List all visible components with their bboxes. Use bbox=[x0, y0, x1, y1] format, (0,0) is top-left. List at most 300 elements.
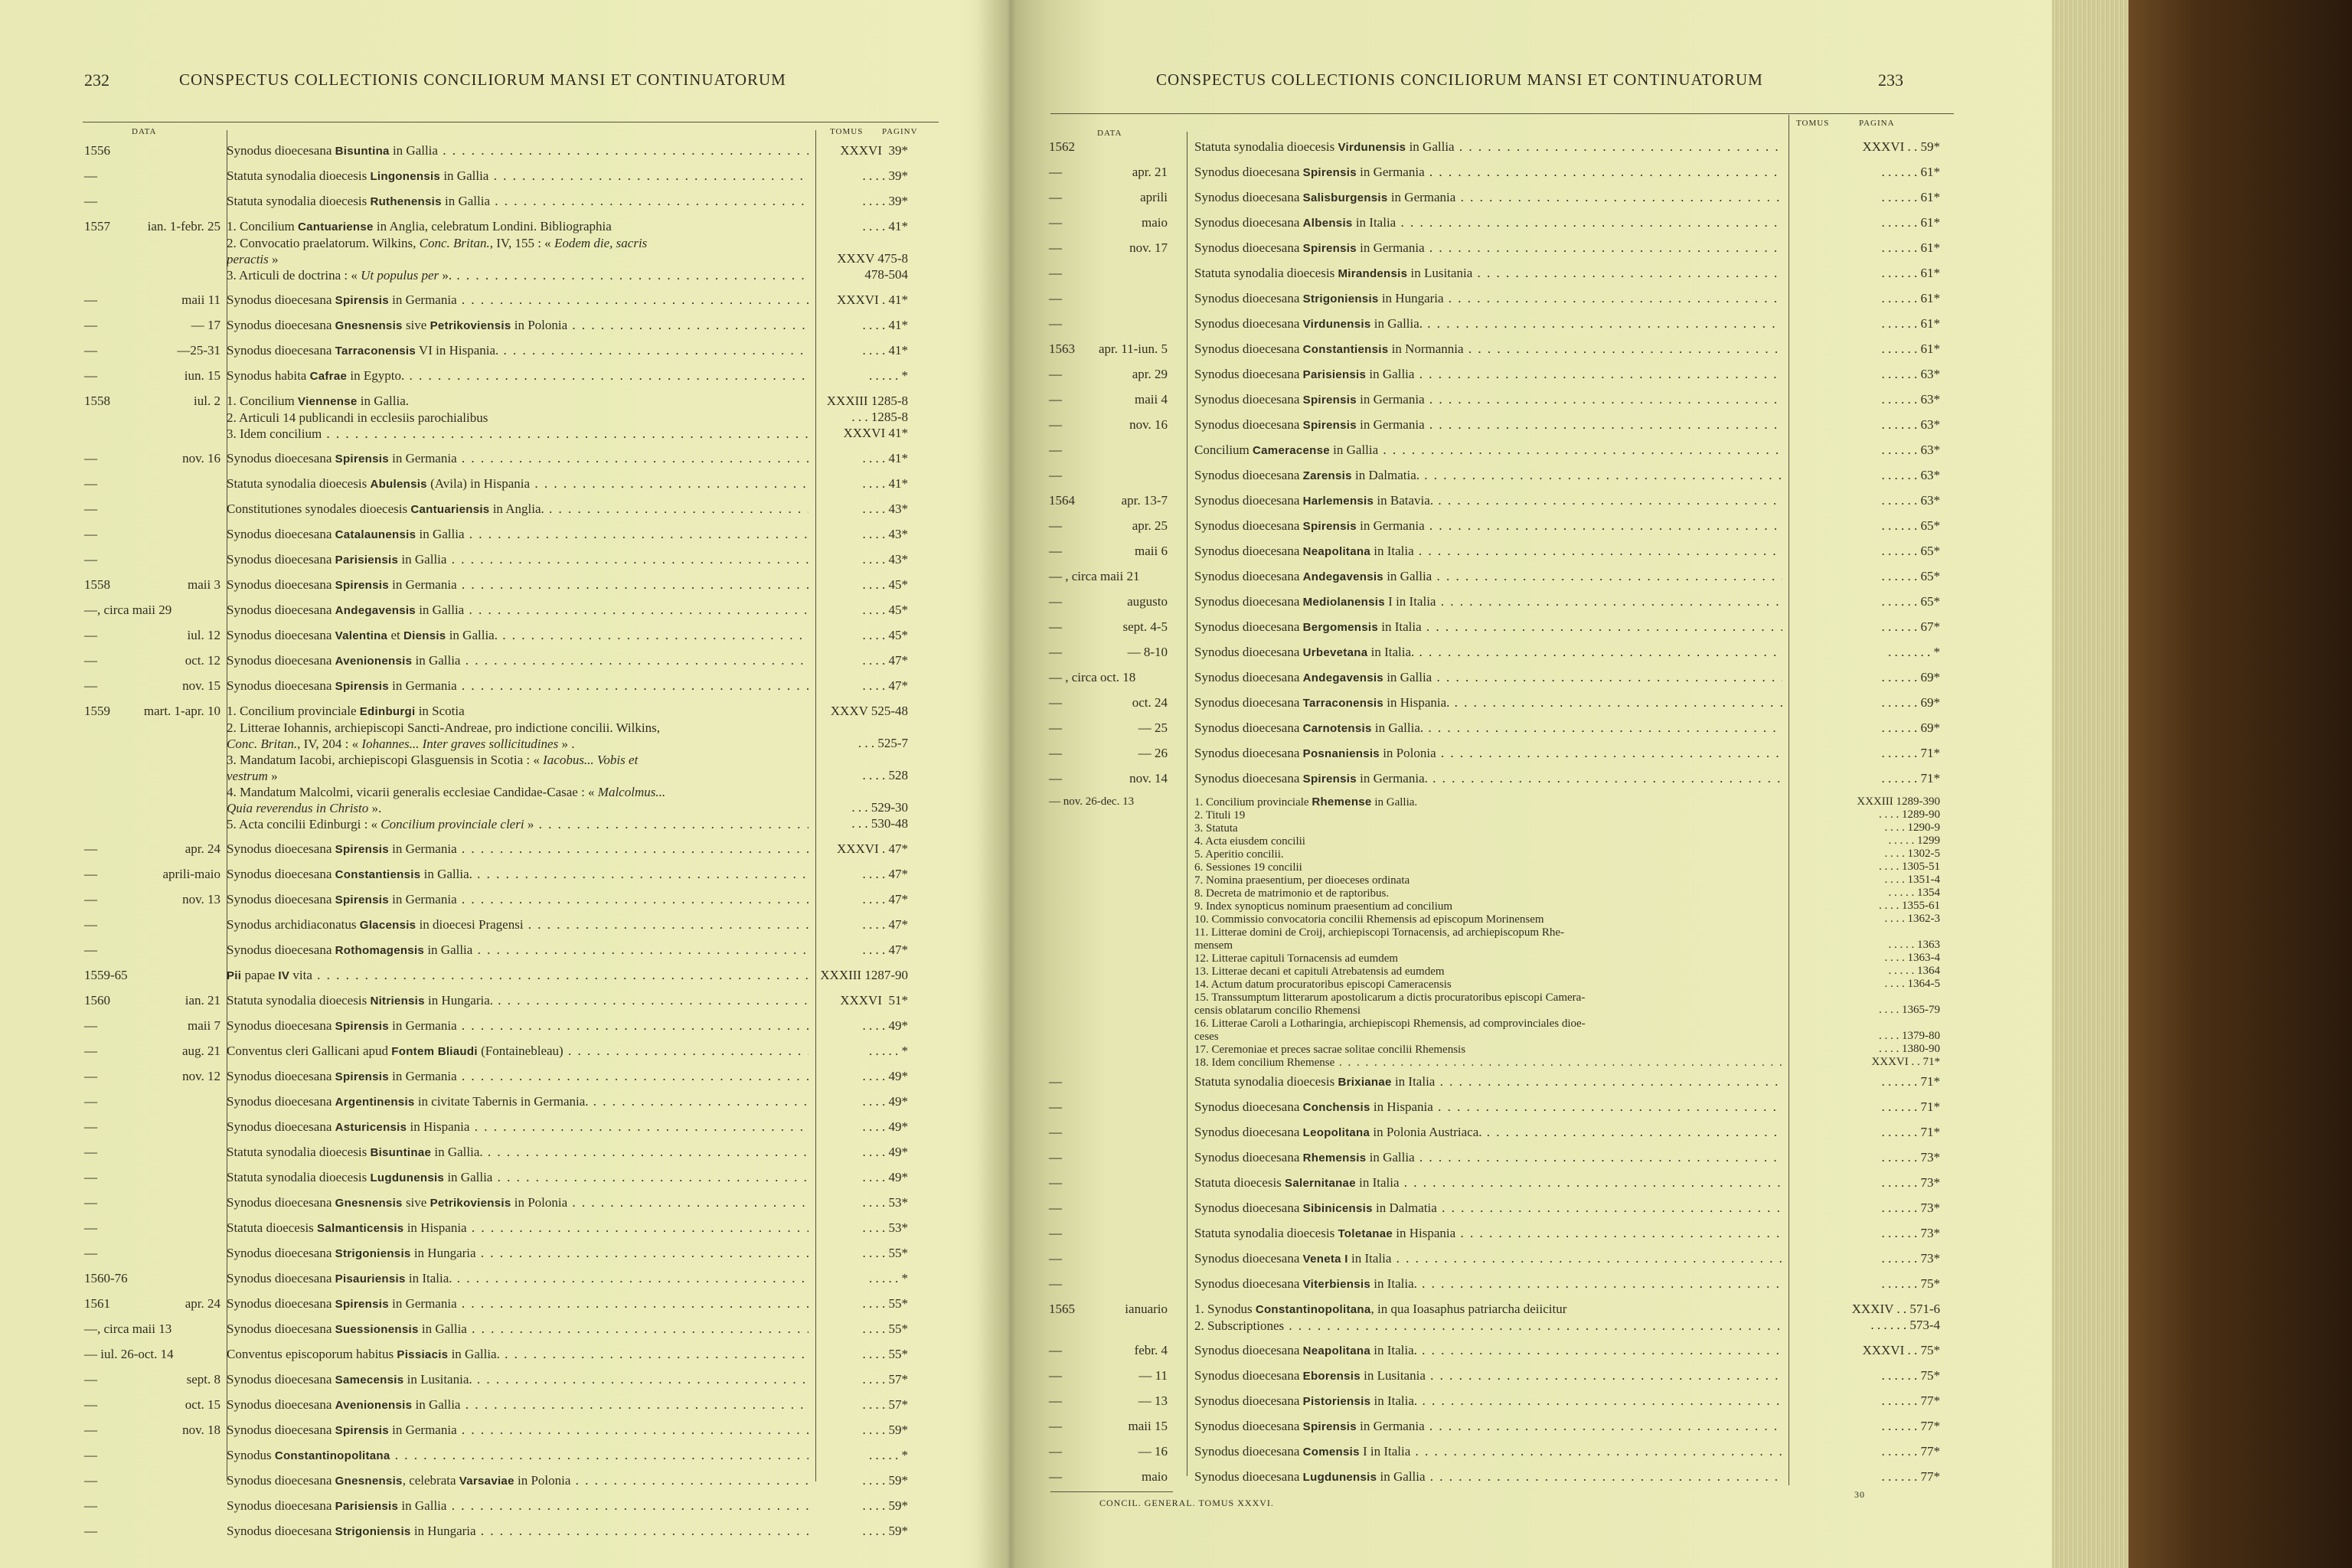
entry-date: maio bbox=[1142, 215, 1168, 230]
entry-row bbox=[1049, 442, 1968, 467]
entry-year: — bbox=[84, 1448, 97, 1462]
entry-reference: . . . . 45* bbox=[862, 577, 908, 592]
entry-year: 1559-65 bbox=[84, 968, 128, 982]
entry-text: Synodus dioecesana Gnesnensis sive Petrikoviensis in Polonia . . . bbox=[227, 317, 808, 334]
entry-row bbox=[1049, 669, 1968, 694]
entry-year: — bbox=[84, 318, 97, 332]
entry-year: — bbox=[1049, 1074, 1062, 1089]
entry-reference: . . . . . . 73* bbox=[1881, 1175, 1940, 1190]
entry-text: Statuta synodalia dioecesis Lingonensis in Gallia . . . bbox=[227, 168, 808, 185]
entry-year: — iul. 26-oct. 14 bbox=[84, 1347, 174, 1361]
entry-date: maio bbox=[1142, 1469, 1168, 1484]
column-header-pagina: PAGINA bbox=[1859, 119, 1895, 128]
entry-date: maii 3 bbox=[188, 577, 220, 592]
entry-reference: XXXIII 1289-390 . . . . 1289-90 . . . . 1290-9 . . . . . 1299 . . . . 1302-5 . . . . 1305-51 . . . . 1351-4 . . . . . 1354 . . . . 1355-61 . . . . 1362-3 . . . . . 1363 . . . . 1363-4 . . . . . 1364 . . . . 1364-5 . . . . 1365-79 . . . . 1379-80 . . . . 1380-90 XXXVI . . 71* bbox=[1857, 795, 1940, 1068]
column-header-tomus: TOMUS bbox=[1796, 119, 1830, 128]
entry-date: mart. 1-apr. 10 bbox=[143, 704, 220, 718]
entry-text: 1. Concilium Cantuariense in Anglia, celebratum Londini. Bibliographia 2. Convocatio praelatorum. Wilkins, Conc. Britan., IV, 155 : « Eodem die, sacris peractis » 3. Articuli de doctrina : « Ut populus per ». . . . bbox=[227, 218, 808, 283]
entry-reference: XXXVI . 47* bbox=[836, 841, 908, 856]
entry-date: iul. 2 bbox=[194, 394, 220, 408]
entry-year: — bbox=[1049, 291, 1062, 305]
entry-reference: . . . . . . 71* bbox=[1881, 1099, 1940, 1114]
column-header-pagina: PAGINV bbox=[882, 127, 918, 136]
entry-reference: . . . . . . 63* bbox=[1881, 417, 1940, 432]
entry-reference: . . . . 47* bbox=[862, 892, 908, 906]
entry-row bbox=[84, 602, 942, 627]
entry-date: nov. 15 bbox=[182, 678, 220, 693]
entry-row bbox=[84, 1093, 942, 1119]
entry-row bbox=[1049, 290, 1968, 315]
entry-row bbox=[84, 1472, 942, 1498]
entry-text: Synodus dioecesana Salisburgensis in Germania . . . bbox=[1194, 189, 1782, 206]
left-page bbox=[0, 0, 995, 1568]
entry-row bbox=[1049, 391, 1968, 416]
entry-date: apr. 25 bbox=[1132, 518, 1168, 533]
entry-list bbox=[84, 142, 942, 1548]
entry-row bbox=[1049, 1276, 1968, 1301]
entry-row bbox=[84, 1194, 942, 1220]
entry-year: 1558 bbox=[84, 577, 110, 592]
entry-year: — bbox=[84, 343, 97, 358]
entry-date: apr. 24 bbox=[185, 1296, 220, 1311]
entry-row bbox=[84, 317, 942, 342]
entry-year: 1559 bbox=[84, 704, 110, 718]
entry-reference: . . . . 41* bbox=[862, 318, 908, 332]
entry-reference: . . . . 55* bbox=[862, 1347, 908, 1361]
entry-year: — bbox=[1049, 215, 1062, 230]
entry-row bbox=[84, 916, 942, 942]
entry-text: Synodus dioecesana Avenionensis in Gallia . . . bbox=[227, 652, 808, 669]
entry-date: apr. 11-iun. 5 bbox=[1098, 341, 1168, 356]
entry-row bbox=[1049, 593, 1968, 619]
entry-row bbox=[1049, 467, 1968, 492]
entry-text: Synodus dioecesana Neapolitana in Italia . . . bbox=[1194, 543, 1782, 560]
entry-reference: . . . . 45* bbox=[862, 628, 908, 642]
entry-year: 1557 bbox=[84, 219, 110, 234]
entry-reference: . . . . . . 61* bbox=[1881, 215, 1940, 230]
entry-row bbox=[84, 501, 942, 526]
entry-row bbox=[1049, 416, 1968, 442]
entry-reference: . . . . . . 63* bbox=[1881, 367, 1940, 381]
entry-text: Concilium Cameracense in Gallia . . . bbox=[1194, 442, 1782, 459]
entry-text: Synodus dioecesana Spirensis in Germania . . . bbox=[227, 1295, 808, 1312]
entry-date: oct. 15 bbox=[185, 1397, 220, 1412]
entry-date: — 17 bbox=[191, 318, 220, 332]
entry-row bbox=[84, 218, 942, 292]
entry-year: — bbox=[1049, 619, 1062, 634]
entry-year: — bbox=[1049, 1343, 1062, 1357]
entry-text: Synodus dioecesana Valentina et Diensis in Gallia. . . . bbox=[227, 627, 808, 644]
entry-text: Synodus dioecesana Bergomensis in Italia . . . bbox=[1194, 619, 1782, 635]
entry-text: Synodus dioecesana Parisiensis in Gallia . . . bbox=[227, 551, 808, 568]
entry-row bbox=[1049, 366, 1968, 391]
entry-text: Synodus archidiaconatus Glacensis in dioecesi Pragensi . . . bbox=[227, 916, 808, 933]
entry-reference: . . . . . . 63* bbox=[1881, 493, 1940, 508]
entry-text: Synodus dioecesana Argentinensis in civitate Tabernis in Germania. . . . bbox=[227, 1093, 808, 1110]
entry-text: Synodus dioecesana Spirensis in Germania . . . bbox=[227, 292, 808, 309]
entry-year: — bbox=[1049, 771, 1062, 786]
entry-year: — bbox=[84, 368, 97, 383]
entry-reference: . . . . 43* bbox=[862, 527, 908, 541]
entry-text: Synodus dioecesana Andegavensis in Gallia . . . bbox=[227, 602, 808, 619]
entry-date: apr. 13-7 bbox=[1121, 493, 1168, 508]
entry-reference: . . . . . . 63* bbox=[1881, 443, 1940, 457]
entry-year: 1560-76 bbox=[84, 1271, 128, 1285]
entry-row bbox=[1049, 1393, 1968, 1418]
entry-row bbox=[1049, 518, 1968, 543]
entry-reference: . . . . . . 61* bbox=[1881, 165, 1940, 179]
entry-text: Statuta synodalia dioecesis Abulensis (Avila) in Hispania . . . bbox=[227, 475, 808, 492]
entry-text: Synodus dioecesana Albensis in Italia . . . bbox=[1194, 214, 1782, 231]
entry-row bbox=[1049, 644, 1968, 669]
entry-row bbox=[1049, 694, 1968, 720]
entry-year: — bbox=[84, 552, 97, 567]
entry-reference: . . . . 41* bbox=[862, 343, 908, 358]
entry-text: Synodus dioecesana Rothomagensis in Gallia . . . bbox=[227, 942, 808, 959]
entry-text: Synodus dioecesana Bisuntina in Gallia . . . bbox=[227, 142, 808, 159]
entry-row bbox=[1049, 568, 1968, 593]
entry-year: — bbox=[84, 194, 97, 208]
entry-year: — bbox=[84, 653, 97, 668]
entry-reference: . . . . 45* bbox=[862, 603, 908, 617]
entry-row bbox=[1049, 139, 1968, 164]
entry-reference: . . . . 53* bbox=[862, 1220, 908, 1235]
entry-year: 1556 bbox=[84, 143, 110, 158]
entry-reference: . . . . . . 71* bbox=[1881, 746, 1940, 760]
entry-reference: . . . . . . 65* bbox=[1881, 518, 1940, 533]
entry-text: Synodus dioecesana Mediolanensis I in Italia . . . bbox=[1194, 593, 1782, 610]
entry-row bbox=[1049, 770, 1968, 795]
entry-text: Synodus dioecesana Andegavensis in Gallia . . . bbox=[1194, 669, 1782, 686]
entry-row bbox=[1049, 164, 1968, 189]
footer-rule bbox=[1050, 1491, 1173, 1492]
entry-year: 1561 bbox=[84, 1296, 110, 1311]
entry-row bbox=[1049, 341, 1968, 366]
entry-date: maii 4 bbox=[1135, 392, 1168, 407]
entry-row bbox=[84, 193, 942, 218]
entry-text: Synodus dioecesana Spirensis in Germania . . . bbox=[1194, 164, 1782, 181]
entry-year: — bbox=[1049, 266, 1062, 280]
entry-date: nov. 12 bbox=[182, 1069, 220, 1083]
entry-row bbox=[1049, 720, 1968, 745]
entry-row bbox=[84, 526, 942, 551]
entry-text: Conventus episcoporum habitus Pissiacis in Gallia. . . . bbox=[227, 1346, 808, 1363]
entry-reference: XXXV 525-48 . . . 525-7 . . . . 528 . . . 529-30 . . . 530-48 bbox=[830, 704, 908, 831]
entry-reference: XXXVI . . 75* bbox=[1862, 1343, 1940, 1357]
entry-year: — bbox=[84, 1372, 97, 1387]
entry-row bbox=[84, 1396, 942, 1422]
entry-row bbox=[84, 450, 942, 475]
entry-row bbox=[84, 551, 942, 577]
entry-row bbox=[84, 891, 942, 916]
entry-year: — bbox=[1049, 316, 1062, 331]
entry-text: Synodus dioecesana Urbevetana in Italia. . . . bbox=[1194, 644, 1782, 661]
entry-text: Statuta synodalia dioecesis Brixianae in Italia . . . bbox=[1194, 1073, 1782, 1090]
entry-reference: . . . . . . 69* bbox=[1881, 695, 1940, 710]
entry-row bbox=[1049, 543, 1968, 568]
entry-date: nov. 14 bbox=[1129, 771, 1168, 786]
entry-row bbox=[84, 1346, 942, 1371]
entry-year: — bbox=[84, 1069, 97, 1083]
entry-year: — bbox=[1049, 367, 1062, 381]
entry-year: — bbox=[1049, 1125, 1062, 1139]
entry-text: Constitutiones synodales dioecesis Cantuariensis in Anglia. . . . bbox=[227, 501, 808, 518]
entry-row bbox=[1049, 315, 1968, 341]
entry-text: Statuta synodalia dioecesis Nitriensis in Hungaria. . . . bbox=[227, 992, 808, 1009]
entry-row bbox=[1049, 1073, 1968, 1099]
entry-row bbox=[84, 1018, 942, 1043]
entry-text: Conventus cleri Gallicani apud Fontem Bliaudi (Fontainebleau) . . . bbox=[227, 1043, 808, 1060]
entry-text: Synodus dioecesana Viterbiensis in Italia. . . . bbox=[1194, 1276, 1782, 1292]
entry-text: Synodus dioecesana Spirensis in Germania . . . bbox=[227, 1068, 808, 1085]
entry-text: Synodus dioecesana Catalaunensis in Gallia . . . bbox=[227, 526, 808, 543]
entry-row bbox=[84, 1144, 942, 1169]
entry-row bbox=[1049, 240, 1968, 265]
entry-reference: . . . . . . 73* bbox=[1881, 1251, 1940, 1266]
entry-text: Synodus dioecesana Avenionensis in Gallia . . . bbox=[227, 1396, 808, 1413]
entry-text: Statuta synodalia dioecesis Virdunensis in Gallia . . . bbox=[1194, 139, 1782, 155]
entry-date: maii 6 bbox=[1135, 544, 1168, 558]
entry-date: — 16 bbox=[1138, 1444, 1168, 1459]
entry-date: sept. 8 bbox=[186, 1372, 220, 1387]
entry-row bbox=[84, 368, 942, 393]
entry-reference: . . . . 41* bbox=[862, 451, 908, 466]
entry-date: — 25 bbox=[1138, 720, 1168, 735]
entry-text: Synodus dioecesana Zarensis in Dalmatia. . . . bbox=[1194, 467, 1782, 484]
entry-text: Synodus dioecesana Spirensis in Germania . . . bbox=[1194, 518, 1782, 534]
entry-text: Synodus Constantinopolitana . . . bbox=[227, 1447, 808, 1464]
entry-reference: . . . . . . 71* bbox=[1881, 1074, 1940, 1089]
entry-year: — bbox=[1049, 1099, 1062, 1114]
footer-signature: CONCIL. GENERAL. TOMUS XXXVI. bbox=[1099, 1498, 1274, 1508]
entry-row bbox=[84, 292, 942, 317]
entry-date: apr. 29 bbox=[1132, 367, 1168, 381]
entry-year: — bbox=[1049, 518, 1062, 533]
entry-reference: . . . . . . . * bbox=[1888, 645, 1940, 659]
entry-reference: . . . . 47* bbox=[862, 678, 908, 693]
entry-text: Synodus dioecesana Spirensis in Germania . . . bbox=[1194, 416, 1782, 433]
entry-year: 1558 bbox=[84, 394, 110, 408]
entry-text: Synodus dioecesana Neapolitana in Italia. . . . bbox=[1194, 1342, 1782, 1359]
entry-text: Synodus dioecesana Conchensis in Hispania . . . bbox=[1194, 1099, 1782, 1116]
entry-year: — bbox=[1049, 720, 1062, 735]
entry-year: — , circa maii 21 bbox=[1049, 569, 1140, 583]
entry-row bbox=[84, 1220, 942, 1245]
entry-date: maii 15 bbox=[1128, 1419, 1168, 1433]
entry-reference: . . . . 39* bbox=[862, 168, 908, 183]
entry-reference: . . . . 59* bbox=[862, 1423, 908, 1437]
entry-reference: . . . . 49* bbox=[862, 1119, 908, 1134]
entry-year: — bbox=[1049, 645, 1062, 659]
entry-text: Synodus dioecesana Veneta I in Italia . . . bbox=[1194, 1250, 1782, 1267]
entry-reference: . . . . . . 65* bbox=[1881, 544, 1940, 558]
entry-year: — bbox=[1049, 165, 1062, 179]
entry-reference: . . . . 47* bbox=[862, 942, 908, 957]
entry-text: Synodus dioecesana Asturicensis in Hispania . . . bbox=[227, 1119, 808, 1135]
entry-text: Synodus dioecesana Spirensis in Germania . . . bbox=[227, 450, 808, 467]
entry-text: Synodus dioecesana Eborensis in Lusitania . . . bbox=[1194, 1367, 1782, 1384]
entry-year: — bbox=[1049, 468, 1062, 482]
entry-reference: . . . . 57* bbox=[862, 1372, 908, 1387]
entry-year: 1565 bbox=[1049, 1302, 1075, 1316]
entry-row bbox=[84, 967, 942, 992]
entry-reference: . . . . . * bbox=[869, 1044, 908, 1058]
entry-text: Synodus dioecesana Rhemensis in Gallia . . . bbox=[1194, 1149, 1782, 1166]
entry-reference: . . . . . . 77* bbox=[1881, 1444, 1940, 1459]
entry-text: Synodus dioecesana Parisiensis in Gallia . . . bbox=[227, 1498, 808, 1514]
entry-row bbox=[1049, 1099, 1968, 1124]
running-head: CONSPECTUS COLLECTIONIS CONCILIORUM MANSI ET CONTINUATORUM bbox=[1156, 70, 1763, 89]
entry-year: 1563 bbox=[1049, 341, 1075, 356]
entry-row bbox=[1049, 492, 1968, 518]
entry-year: — bbox=[84, 476, 97, 491]
entry-text: Pii papae IV vita . . . bbox=[227, 967, 808, 984]
entry-reference: . . . . 49* bbox=[862, 1018, 908, 1033]
entry-date: augusto bbox=[1127, 594, 1168, 609]
column-header-data: DATA bbox=[1097, 129, 1122, 138]
entry-text: Statuta dioecesis Salernitanae in Italia . . . bbox=[1194, 1174, 1782, 1191]
entry-reference: . . . . 55* bbox=[862, 1246, 908, 1260]
entry-text: Synodus dioecesana Lugdunensis in Gallia . . . bbox=[1194, 1468, 1782, 1485]
entry-reference: . . . . . . 77* bbox=[1881, 1469, 1940, 1484]
entry-year: — bbox=[1049, 1150, 1062, 1165]
entry-row bbox=[1049, 265, 1968, 290]
entry-reference: . . . . 43* bbox=[862, 501, 908, 516]
entry-year: — bbox=[84, 1220, 97, 1235]
entry-row bbox=[1049, 1301, 1968, 1342]
entry-text: Synodus dioecesana Leopolitana in Polonia Austriaca. . . . bbox=[1194, 1124, 1782, 1141]
entry-year: — bbox=[84, 527, 97, 541]
entry-text: Synodus dioecesana Spirensis in Germania . . . bbox=[227, 1422, 808, 1439]
entry-row bbox=[84, 1295, 942, 1321]
footer-sheet-number: 30 bbox=[1854, 1489, 1865, 1500]
entry-row bbox=[84, 1422, 942, 1447]
entry-row bbox=[84, 627, 942, 652]
entry-row bbox=[1049, 619, 1968, 644]
entry-row bbox=[84, 1169, 942, 1194]
entry-reference: . . . . . . 73* bbox=[1881, 1226, 1940, 1240]
entry-reference: . . . . . . 71* bbox=[1881, 771, 1940, 786]
entry-date: sept. 4-5 bbox=[1122, 619, 1168, 634]
entry-reference: . . . . . . 61* bbox=[1881, 291, 1940, 305]
entry-text: Synodus dioecesana Spirensis in Germania . . . bbox=[1194, 240, 1782, 256]
entry-date: nov. 16 bbox=[182, 451, 220, 466]
entry-year: — bbox=[1049, 1469, 1062, 1484]
entry-reference: . . . . 55* bbox=[862, 1321, 908, 1336]
entry-date: maii 11 bbox=[181, 292, 220, 307]
entry-text: Synodus dioecesana Spirensis in Germania. . . . bbox=[1194, 770, 1782, 787]
page-number: 232 bbox=[84, 70, 109, 90]
entry-text: Synodus dioecesana Sibinicensis in Dalmatia . . . bbox=[1194, 1200, 1782, 1217]
entry-year: 1564 bbox=[1049, 493, 1075, 508]
entry-row bbox=[84, 992, 942, 1018]
entry-year: 1560 bbox=[84, 993, 110, 1008]
entry-text: 1. Concilium Viennense in Gallia. 2. Articuli 14 publicandi in ecclesiis parochialibus 3. Idem concilium . . . bbox=[227, 393, 808, 442]
entry-text: Statuta dioecesis Salmanticensis in Hispania . . . bbox=[227, 1220, 808, 1236]
entry-reference: XXXVI . . 59* bbox=[1862, 139, 1940, 154]
entry-text: Synodus dioecesana Spirensis in Germania . . . bbox=[227, 1018, 808, 1034]
entry-year: — bbox=[84, 1195, 97, 1210]
entry-reference: . . . . . . 69* bbox=[1881, 720, 1940, 735]
entry-text: Synodus dioecesana Strigoniensis in Hungaria . . . bbox=[1194, 290, 1782, 307]
entry-year: — bbox=[84, 678, 97, 693]
entry-year: — bbox=[84, 942, 97, 957]
entry-reference: XXXVI 51* bbox=[840, 993, 908, 1008]
entry-year: — bbox=[1049, 1226, 1062, 1240]
entry-date: apr. 24 bbox=[185, 841, 220, 856]
entry-reference: . . . . 49* bbox=[862, 1145, 908, 1159]
entry-text: Synodus dioecesana Spirensis in Germania . . . bbox=[227, 891, 808, 908]
entry-date: nov. 18 bbox=[182, 1423, 220, 1437]
entry-reference: . . . . . . 63* bbox=[1881, 468, 1940, 482]
entry-year: — bbox=[84, 1119, 97, 1134]
entry-date: iun. 15 bbox=[184, 368, 220, 383]
entry-reference: . . . . . . 63* bbox=[1881, 392, 1940, 407]
entry-reference: XXXIII 1285-8 . . . 1285-8 XXXVI 41* bbox=[826, 394, 908, 440]
entry-row bbox=[1049, 1468, 1968, 1494]
entry-reference: . . . . . . 65* bbox=[1881, 569, 1940, 583]
entry-row bbox=[84, 1068, 942, 1093]
entry-reference: . . . . . . 65* bbox=[1881, 594, 1940, 609]
entry-text: Synodus dioecesana Parisiensis in Gallia . . . bbox=[1194, 366, 1782, 383]
entry-row bbox=[1049, 745, 1968, 770]
entry-row bbox=[1049, 1443, 1968, 1468]
entry-date: — 13 bbox=[1138, 1393, 1168, 1408]
entry-reference: . . . . . . 61* bbox=[1881, 341, 1940, 356]
entry-reference: . . . . 47* bbox=[862, 917, 908, 932]
entry-year: — bbox=[84, 892, 97, 906]
entry-date: apr. 21 bbox=[1132, 165, 1168, 179]
entry-row bbox=[1049, 189, 1968, 214]
entry-year: — bbox=[1049, 1200, 1062, 1215]
entry-text: Synodus dioecesana Spirensis in Germania . . . bbox=[227, 841, 808, 858]
entry-text: Synodus dioecesana Gnesnensis, celebrata Varsaviae in Polonia . . . bbox=[227, 1472, 808, 1489]
entry-date: oct. 12 bbox=[185, 653, 220, 668]
entry-year: — bbox=[1049, 544, 1062, 558]
entry-text: Statuta synodalia dioecesis Lugdunensis in Gallia . . . bbox=[227, 1169, 808, 1186]
entry-text: Synodus dioecesana Virdunensis in Gallia. . . . bbox=[1194, 315, 1782, 332]
entry-date: ian. 1-febr. 25 bbox=[147, 219, 220, 234]
entry-year: — bbox=[84, 501, 97, 516]
entry-row bbox=[84, 1043, 942, 1068]
entry-reference: . . . . 49* bbox=[862, 1170, 908, 1184]
entry-year: — bbox=[84, 1094, 97, 1109]
entry-year: — bbox=[1049, 240, 1062, 255]
page-number: 233 bbox=[1878, 70, 1903, 90]
entry-reference: . . . . 39* bbox=[862, 194, 908, 208]
entry-year: —, circa maii 29 bbox=[84, 603, 172, 617]
running-head: CONSPECTUS COLLECTIONIS CONCILIORUM MANSI ET CONTINUATORUM bbox=[179, 70, 786, 89]
entry-date: — 11 bbox=[1138, 1368, 1168, 1383]
entry-text: Synodus dioecesana Tarraconensis in Hispania. . . . bbox=[1194, 694, 1782, 711]
entry-date: aprili-maio bbox=[162, 867, 220, 881]
entry-row bbox=[84, 678, 942, 703]
entry-date: iul. 12 bbox=[187, 628, 220, 642]
entry-row bbox=[1049, 1225, 1968, 1250]
entry-reference: XXXVI 39* bbox=[840, 143, 908, 158]
entry-row bbox=[84, 577, 942, 602]
entry-reference: . . . . 41* bbox=[862, 476, 908, 491]
entry-reference: . . . . . . 73* bbox=[1881, 1150, 1940, 1165]
entry-row bbox=[84, 703, 942, 841]
entry-reference: . . . . 59* bbox=[862, 1524, 908, 1538]
entry-row bbox=[1049, 1250, 1968, 1276]
entry-row bbox=[84, 142, 942, 168]
entry-reference: . . . . . . 69* bbox=[1881, 670, 1940, 684]
entry-reference: . . . . 59* bbox=[862, 1498, 908, 1513]
entry-text: 1. Concilium provinciale Rhemense in Gallia. 2. Tituli 19 3. Statuta 4. Acta eiusdem concilii 5. Aperitio concilii. 6. Sessiones 19 concilii 7. Nomina praesentium, per dioeceses ordinata 8. Decreta de matrimonio et de raptoribus. 9. Index synopticus nominum praesentium ad concilium 10. Commissio convocatoria concilii Rhemensis ad episcopum Morinensem 11. Litterae domini de Croij, archiepiscopi Tornacensis, ad archiepiscopum Rhe- mensem 12. Litterae capituli Tornacensis ad eumdem 13. Litterae decani et capituli Atrebatensis ad eumdem 14. Actum datum procuratoribus episcopi Cameracensis 15. Transsumptum litterarum apostolicarum a dictis procuratoribus episcopi Camera- censis oblatarum concilio Rhemensi 16. Litterae Caroli a Lotharingia, archiepiscopi Rhemensis, ad comprovinciales dioe- ceses 17. Ceremoniae et preces sacrae solitae concilii Rhemensis 18. Idem concilium Rhemense . . . bbox=[1194, 795, 1782, 1070]
entry-text: Synodus dioecesana Spirensis in Germania . . . bbox=[227, 678, 808, 694]
